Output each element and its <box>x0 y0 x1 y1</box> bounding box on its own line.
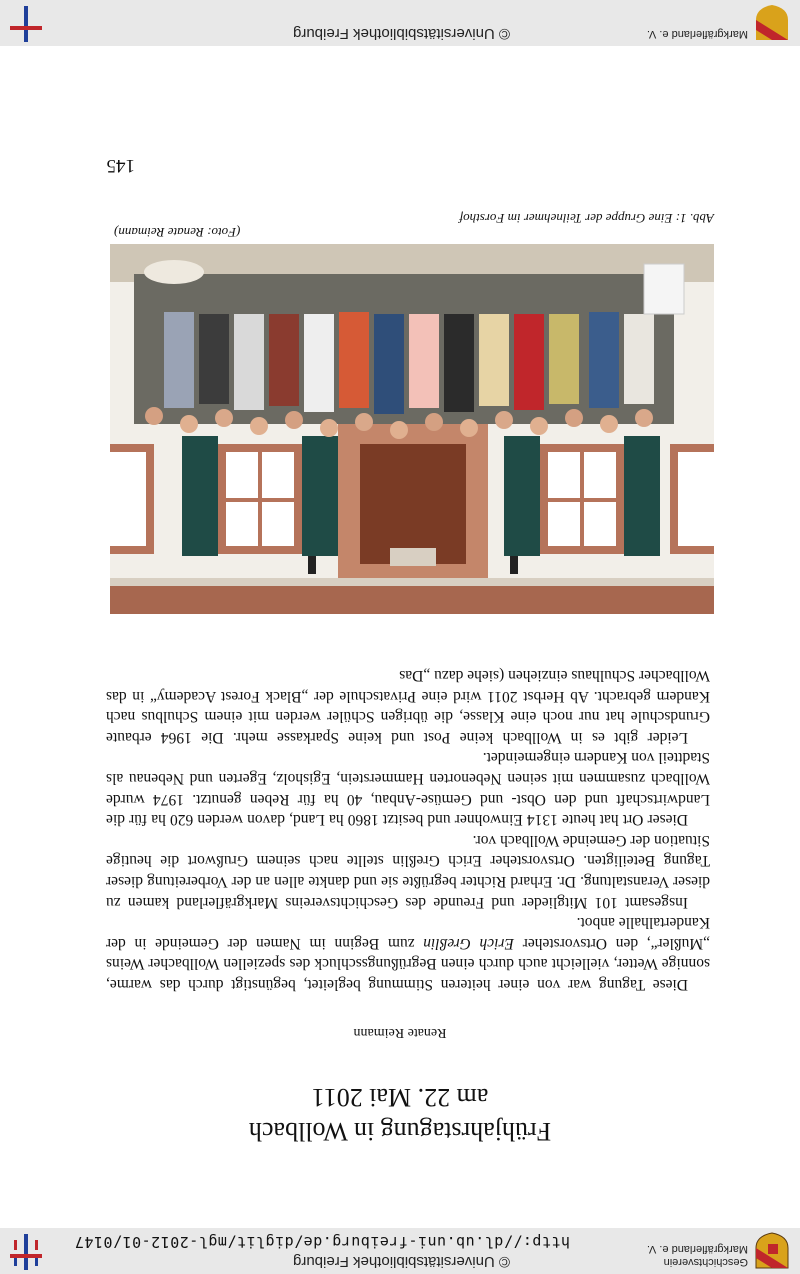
article-body <box>106 665 710 995</box>
article-title: Frühjahrstagung in Wollbach <box>248 1117 552 1146</box>
paragraph-1-before: Diese Tagung war von einer heiteren Stimmung begleitet, begünstigt durch das warme, sonnige Wetter, vielleicht auch durch einen Begrüßungsschluck des speziellen Wollbacher Weins „Mußler“, den Ortsvorsteher <box>106 934 710 993</box>
society-coat-of-arms-icon <box>752 4 792 42</box>
society-name: Markgräflerland e. V. <box>646 28 748 40</box>
paragraph-1-after: zum Beginn im Namen der Gemeinde in der Kandertalhalle anbot. <box>106 914 710 952</box>
group-photo <box>110 244 714 614</box>
page-number: 145 <box>106 155 135 176</box>
permalink-url[interactable]: http://dl.ub.uni-freiburg.de/diglit/mgl-2012-01/0147 <box>74 1233 570 1251</box>
paragraph-1 <box>106 912 710 994</box>
photo-credit: (Foto: Renate Reimann) <box>114 225 241 240</box>
paragraph-4: Leider gibt es in Wollbach keine Post und keine Sparkasse mehr. Die 1964 erbaute Grundschule hat nur noch eine Klasse, die übrigen Schüler werden mit einem Schulbus nach Kandern gebracht. Ab Herbst 2011 wird eine Privatschule der „Black Forest Academy“ in das Wollbacher Schulhaus einziehen (siehe dazu „Das <box>106 667 710 746</box>
university-library-logo-icon <box>4 1232 48 1272</box>
copyright-notice: © Universitätsbibliothek Freiburg <box>293 25 510 42</box>
university-library-logo-icon <box>4 4 48 44</box>
paragraph-2: Insgesamt 101 Mitglieder und Freunde des Geschichtsvereins Markgräflerland kamen zu dieser Veranstaltung. Dr. Erhard Richter begrüßte sie und dankte allen an der Vorbereitung dieser Tagung Beteiligten. Ortsvorsteher Erich Greßlin stellte nach seinem Grußwort die heutige Situation der Gemeinde Wollbach vor. <box>106 831 710 911</box>
society-name <box>647 1242 748 1268</box>
society-line-1: Geschichtsverein <box>663 1256 748 1268</box>
paragraph-3: Dieser Ort hat heute 1314 Einwohner und besitzt 1860 ha Land, davon werden 620 ha für die Landwirtschaft und den Obst- und Gemüse-Anbau, 40 ha für Reben genutzt. 1974 wurde Wollbach zusammen mit seinen Nebenorten Hammerstein, Egisholz, Egerten und Nebenau als Stadtteil von Kandern eingemeindet. <box>106 749 710 829</box>
paragraph-1-name: Erich Greßlin <box>423 934 514 952</box>
article-date: am 22. Mai 2011 <box>311 1083 489 1112</box>
society-line-2: Markgräflerland e. V. <box>646 1243 748 1255</box>
figure-caption <box>114 210 714 240</box>
caption-text: Abb. 1: Eine Gruppe der Teilnehmer im Forsthof <box>459 211 714 226</box>
article-author: Renate Reimann <box>353 1025 447 1040</box>
copyright-notice: © Universitätsbibliothek Freiburg <box>293 1253 510 1270</box>
viewer-header-bar <box>0 0 800 46</box>
viewer-footer-bar <box>0 1228 800 1274</box>
society-coat-of-arms-icon <box>752 1232 792 1270</box>
